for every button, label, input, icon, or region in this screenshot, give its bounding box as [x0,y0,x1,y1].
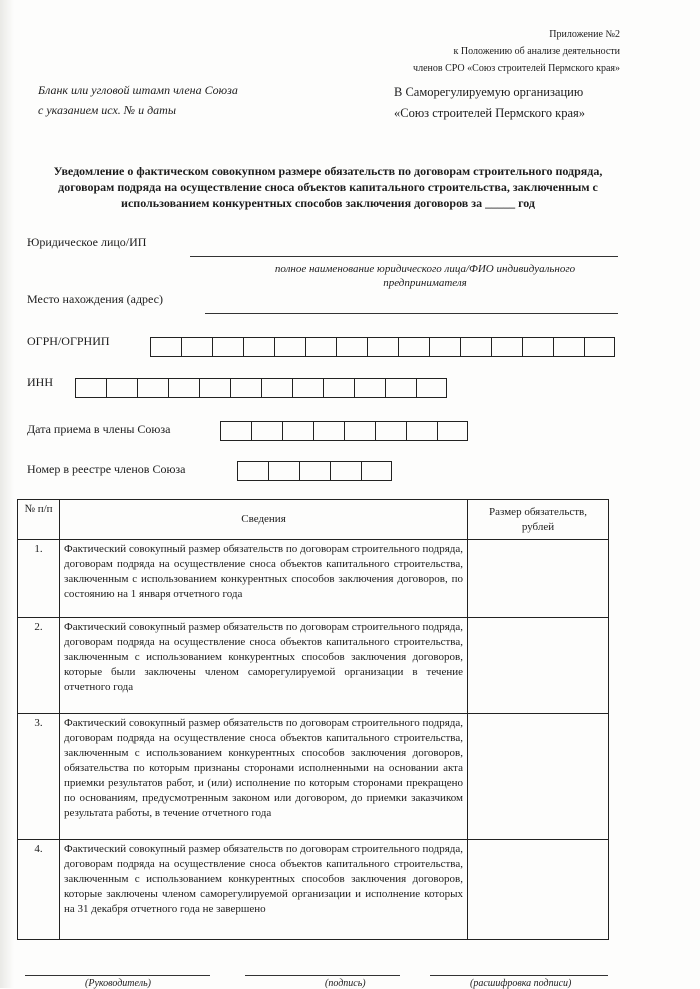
document-title: Уведомление о фактическом совокупном размере обязательств по договорам строительного подряда, договорам подряда на осуществление сноса объектов капитального строительства, заключенным с использованием конкурентных способов заключения договоров за _____ год [53,164,603,210]
ogrn-cell[interactable] [274,337,305,357]
row-text: Фактический совокупный размер обязательств по договорам строительного подряда, договорам подряда на осуществление сноса объектов капитального строительства, заключенным с использованием конкурентных способов заключения договоров, которые заключены членом саморегулируемой организации и исполнение которых на 31 декабря отчетного года не завершено [60,840,468,940]
appendix-number: Приложение №2 [549,29,620,40]
inn-cell[interactable] [292,378,323,398]
ogrn-cell[interactable] [181,337,212,357]
registry-cell[interactable] [361,461,392,481]
recipient-block [394,82,585,124]
recipient-line2: «Союз строителей Пермского края» [394,106,586,120]
obligations-table [17,499,609,940]
date-cell[interactable] [406,421,437,441]
date-cell[interactable] [251,421,282,441]
admission-date-label: Дата приема в члены Союза [27,422,171,436]
inn-cell[interactable] [354,378,385,398]
inn-cell[interactable] [323,378,354,398]
ogrn-cell[interactable] [367,337,398,357]
head-signature-line[interactable] [25,975,210,976]
table-row [18,540,609,618]
table-row [18,840,609,940]
paper-edge-shadow [0,0,14,988]
stamp-note-line2: с указанием исх. № и даты [38,103,176,117]
ogrn-cell[interactable] [305,337,336,357]
ogrn-cell[interactable] [522,337,553,357]
row-amount-cell[interactable] [468,540,609,618]
ogrn-cell[interactable] [336,337,367,357]
stamp-note-line1: Бланк или угловой штамп члена Союза [38,83,238,97]
col-header-amount: Размер обязательств, рублей [468,500,609,540]
table-row [18,714,609,840]
registry-number-cells[interactable] [237,461,392,481]
sign-caption: (подпись) [325,978,366,989]
ogrn-cell[interactable] [460,337,491,357]
inn-cell[interactable] [385,378,416,398]
name-signature-line[interactable] [430,975,608,976]
row-number: 1. [18,540,60,618]
row-text: Фактический совокупный размер обязательств по договорам строительного подряда, договорам подряда на осуществление сноса объектов капитального строительства, заключенным с использованием конкурентных способов заключения договоров, которые были заключены членом саморегулируемой организации в течение отчетного года [60,618,468,714]
ogrn-label: ОГРН/ОГРНИП [27,334,110,348]
ogrn-cell[interactable] [398,337,429,357]
ogrn-cell[interactable] [150,337,181,357]
row-amount-cell[interactable] [468,840,609,940]
address-label: Место нахождения (адрес) [27,292,164,306]
registry-cell[interactable] [237,461,268,481]
inn-cell[interactable] [106,378,137,398]
ogrn-cells[interactable] [150,337,615,357]
row-number: 2. [18,618,60,714]
row-number: 4. [18,840,60,940]
date-cell[interactable] [344,421,375,441]
table-row [18,618,609,714]
ogrn-cell[interactable] [212,337,243,357]
inn-cell[interactable] [168,378,199,398]
inn-cell[interactable] [230,378,261,398]
inn-label: ИНН [27,375,53,389]
col-header-info: Сведения [60,500,468,540]
appendix-organization: членов СРО «Союз строителей Пермского края» [413,63,620,74]
registry-cell[interactable] [268,461,299,481]
inn-cell[interactable] [75,378,106,398]
table-header-row [18,500,609,540]
signature-line[interactable] [245,975,400,976]
ogrn-cell[interactable] [429,337,460,357]
ogrn-cell[interactable] [491,337,522,357]
legal-entity-label: Юридическое лицо/ИП [27,235,147,249]
row-text: Фактический совокупный размер обязательств по договорам строительного подряда, договорам подряда на осуществление сноса объектов капитального строительства, заключенным с использованием конкурентных способов заключения договоров, по состоянию на 1 января отчетного года [60,540,468,618]
date-cell[interactable] [375,421,406,441]
ogrn-cell[interactable] [584,337,615,357]
registry-cell[interactable] [299,461,330,481]
inn-cell[interactable] [261,378,292,398]
registry-cell[interactable] [330,461,361,481]
appendix-reference: к Положению об анализе деятельности [453,46,620,57]
head-caption: (Руководитель) [85,978,151,989]
inn-cell[interactable] [137,378,168,398]
row-number: 3. [18,714,60,840]
name-caption: (расшифровка подписи) [470,978,572,989]
date-cell[interactable] [282,421,313,441]
recipient-line1: В Саморегулируемую организацию [394,85,584,99]
stamp-note [38,80,238,120]
col-header-number: № п/п [18,500,60,540]
legal-entity-caption: полное наименование юридического лица/ФИО индивидуального предпринимателя [274,263,576,289]
date-cell[interactable] [437,421,468,441]
inn-cell[interactable] [416,378,447,398]
address-field[interactable] [205,313,618,314]
appendix-header [413,26,620,77]
ogrn-cell[interactable] [243,337,274,357]
row-amount-cell[interactable] [468,618,609,714]
admission-date-cells[interactable] [220,421,468,441]
row-text: Фактический совокупный размер обязательств по договорам строительного подряда, договорам подряда на осуществление сноса объектов капитального строительства, заключенным с использованием конкурентных способов заключения договоров, обязательства по которым признаны сторонами исполненными на основании акта приемки результатов работ, и (или) исполнение по которым сторонами прекращено по основаниям, предусмотренным законом или договором, до приемки заказчиком результата работы, в течение отчетного года [60,714,468,840]
row-amount-cell[interactable] [468,714,609,840]
registry-number-label: Номер в реестре членов Союза [27,462,186,476]
ogrn-cell[interactable] [553,337,584,357]
date-cell[interactable] [220,421,251,441]
inn-cells[interactable] [75,378,447,398]
legal-entity-field[interactable] [190,256,618,257]
inn-cell[interactable] [199,378,230,398]
date-cell[interactable] [313,421,344,441]
